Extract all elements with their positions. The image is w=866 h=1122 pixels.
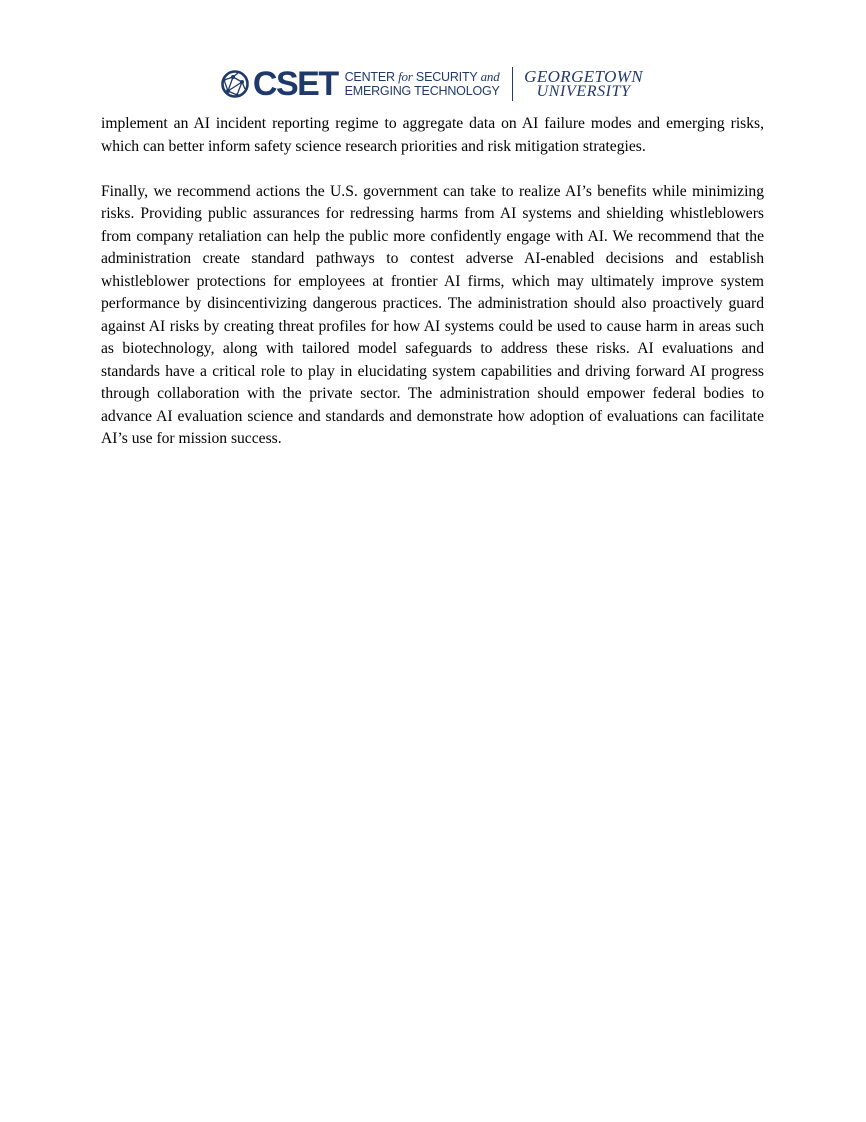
cset-line1-part1: CENTER	[344, 70, 399, 84]
cset-full-name	[345, 70, 500, 98]
georgetown-logo	[524, 69, 643, 99]
cset-line1-and: and	[480, 69, 500, 84]
header-logos	[220, 67, 643, 101]
globe-icon	[220, 69, 250, 99]
paragraph-continuation: implement an AI incident reporting regime to aggregate data on AI failure modes and emerging risks, which can better inform safety science research priorities and risk mitigation strategies.	[101, 115, 764, 155]
cset-line1-for: for	[398, 69, 413, 84]
cset-name-line-2: EMERGING TECHNOLOGY	[344, 84, 500, 98]
cset-line1-part2: SECURITY	[412, 70, 481, 84]
cset-name-line-1	[345, 70, 500, 84]
body-text	[101, 113, 764, 473]
georgetown-line-2: UNIVERSITY	[536, 83, 631, 100]
cset-logo-text: CSET	[252, 65, 338, 103]
georgetown-line-1: GEORGETOWN	[524, 67, 644, 86]
page-header	[0, 62, 866, 106]
paragraph-recommendations: Finally, we recommend actions the U.S. government can take to realize AI’s benefits while minimizing risks. Providing public assurances for redressing harms from AI systems and shielding whistleblowers from company retaliation can help the public more confidently engage with AI. We recommend that the administration create standard pathways to contest adverse AI-enabled decisions and establish whistleblower protections for employees at frontier AI firms, which may ultimately improve system performance by disincentivizing dangerous practices. The administration should also proactively guard against AI risks by creating threat profiles for how AI systems could be used to cause harm in areas such as biotechnology, along with tailored model safeguards to address these risks. AI evaluations and standards have a critical role to play in elucidating system capabilities and driving forward AI progress through collaboration with the private sector. The administration should empower federal bodies to advance AI evaluation science and standards and demonstrate how adoption of evaluations can facilitate AI’s use for mission success.	[101, 182, 764, 447]
logo-divider	[512, 67, 514, 101]
